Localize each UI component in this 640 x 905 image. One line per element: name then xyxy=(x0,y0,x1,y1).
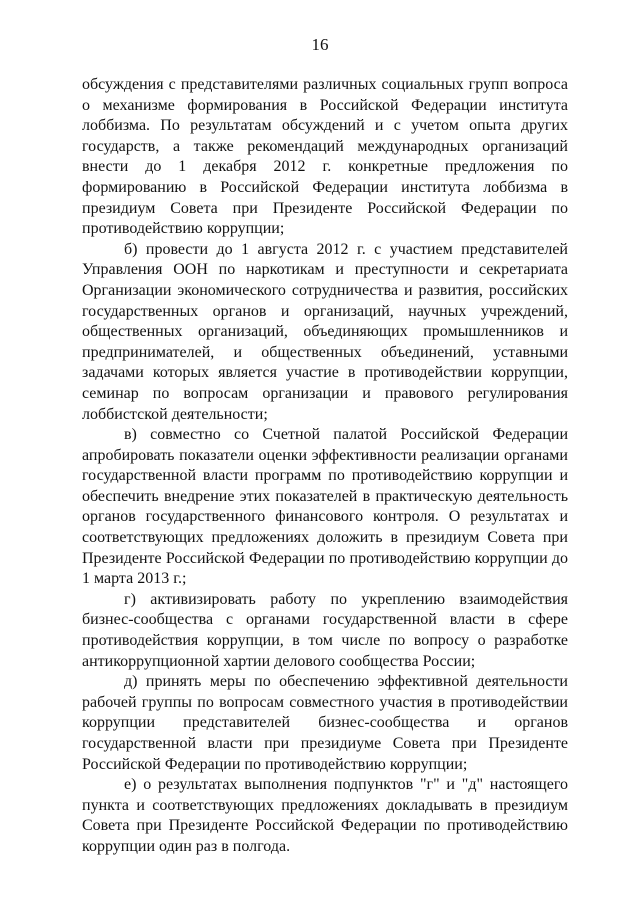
paragraph-item-g: г) активизировать работу по укреплению взаимодействия бизнес-сообщества с органами государственной власти в сфере противодействия коррупции, в том числе по вопросу о разработке антикоррупционной хартии делового сообщества России; xyxy=(82,590,568,670)
paragraph-item-b: б) провести до 1 августа 2012 г. с участием представителей Управления ООН по наркотикам и преступности и секретариата Организации экономического сотрудничества и развития, российских государственных органов и организаций, научных учреждений, общественных организаций, объединяющих промышленников и предпринимателей, и общественных объединений, уставными задачами которых является участие в противодействии коррупции, семинар по вопросам организации и правового регулирования лоббистской деятельности; xyxy=(82,240,568,423)
page-number: 16 xyxy=(311,35,329,54)
document-body xyxy=(82,75,568,858)
paragraph-continuation: обсуждения с представителями различных социальных групп вопроса о механизме формирования в Российской Федерации института лоббизма. По результатам обсуждений и с учетом опыта других государств, а также рекомендаций международных организаций внести до 1 декабря 2012 г. конкретные предложения по формированию в Российской Федерации института лоббизма в президиум Совета при Президенте Российской Федерации по противодействию коррупции; xyxy=(82,76,568,238)
paragraph-item-d: д) принять меры по обеспечению эффективной деятельности рабочей группы по вопросам совместного участия в противодействии коррупции представителей бизнес-сообщества и органов государственной власти при президиуме Совета при Президенте Российской Федерации по противодействию коррупции; xyxy=(82,673,568,773)
paragraph-item-e: е) о результатах выполнения подпунктов "г" и "д" настоящего пункта и соответствующих предложениях докладывать в президиум Совета при Президенте Российской Федерации по противодействию коррупции один раз в полгода. xyxy=(82,776,568,855)
paragraph-item-v: в) совместно со Счетной палатой Российской Федерации апробировать показатели оценки эффективности реализации органами государственной власти программ по противодействию коррупции и обеспечить внедрение этих показателей в практическую деятельность органов государственного финансового контроля. О результатах и соответствующих предложениях доложить в президиум Совета при Президенте Российской Федерации по противодействию коррупции до 1 марта 2013 г.; xyxy=(82,426,568,588)
